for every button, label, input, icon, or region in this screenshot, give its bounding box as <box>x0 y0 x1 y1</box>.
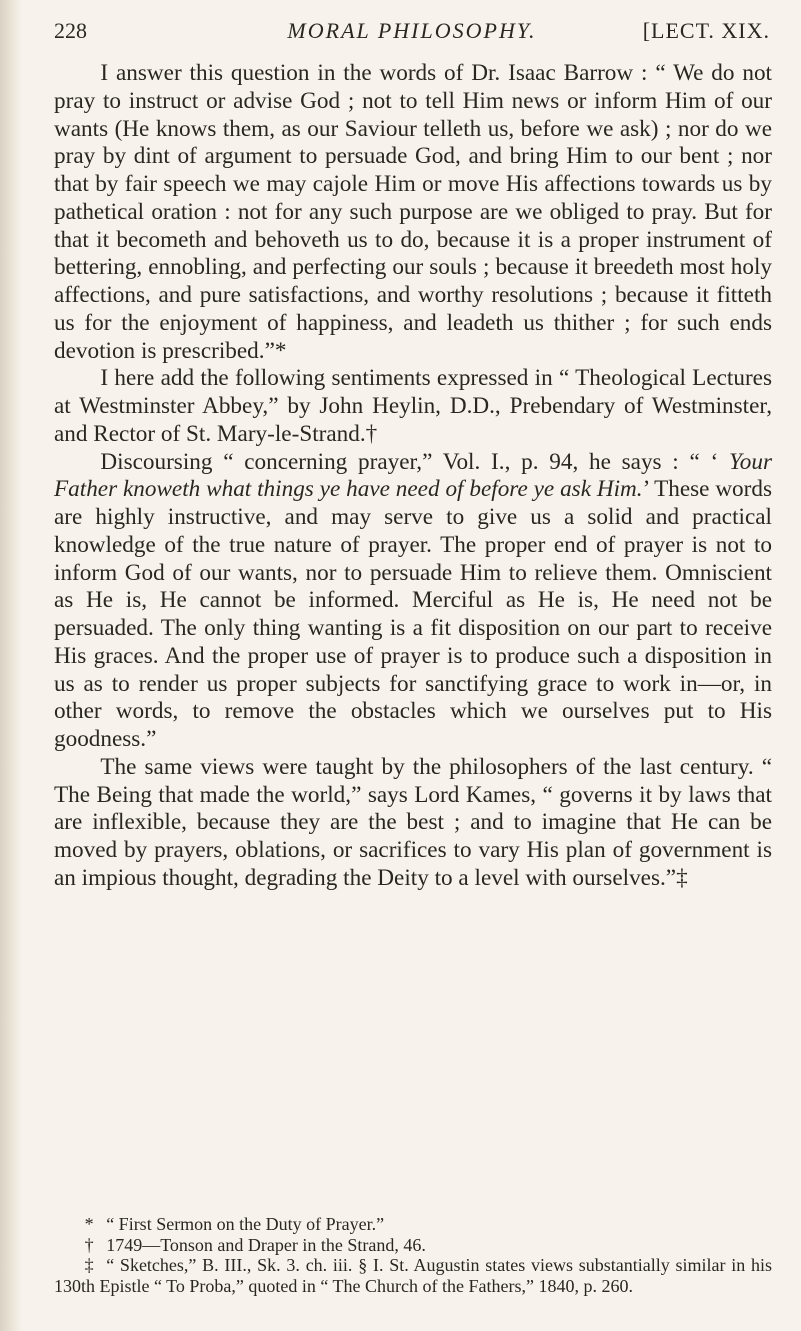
binding-shadow <box>0 0 22 1331</box>
scripture-quote: Your Father knoweth what things ye have need of before ye ask Him. <box>54 448 772 503</box>
paragraph-text: Discoursing “ concerning prayer,” Vol. I., p. 94, he says : “ ‘ <box>100 448 730 475</box>
footnote-text: “ First Sermon on the Duty of Prayer.” <box>106 1214 385 1234</box>
footnote <box>54 1214 772 1235</box>
paragraph-kames <box>54 754 772 893</box>
footnotes <box>54 1214 772 1296</box>
paragraph-text: I answer this question in the words of Dr. Isaac Barrow : “ We do not pray to instruct or advise God ; not to tell Him news or inform Him of our wants (He knows them, as our Saviour telleth us, before we ask) ; nor do we pray by dint of argument to persuade God, and bring Him to our bent ; nor that by fair speech we may cajole Him or move His affections towards us by pathetical oration : not for any such purpose are we obliged to pray. But for that it becometh and behoveth us to do, because it is a proper instrument of bettering, ennobling, and perfecting our souls ; because it breedeth most holy affections, and pure satisfactions, and worthy resolutions ; because it fitteth us for the enjoyment of happiness, and leadeth us thither ; for such ends devotion is prescribed.”* <box>54 60 772 364</box>
footnote-mark: ‡ <box>84 1255 94 1275</box>
lecture-reference: [LECT. XIX. <box>642 18 770 43</box>
footnote-text: “ Sketches,” B. III., Sk. 3. ch. iii. § I. St. Augustin states views substantially similar in his 130th Epistle “ To Proba,” quoted in “ The Church of the Fathers,” 1840, p. 260. <box>54 1255 772 1296</box>
paragraph-barrow-quote <box>54 60 772 365</box>
footnote <box>54 1235 772 1256</box>
paragraph-text: The same views were taught by the philosophers of the last century. “ The Being that made the world,” says Lord Kames, “ governs it by laws that are inflexible, because they are the best ; and to imagine that He can be moved by prayers, oblations, or sacrifices to vary His plan of government is an impious thought, degrading the Deity to a level with ourselves.”‡ <box>54 753 772 891</box>
running-title: MORAL PHILOSOPHY. <box>287 18 537 43</box>
footnote-text: 1749—Tonson and Draper in the Strand, 46. <box>106 1234 426 1255</box>
page-number: 228 <box>54 18 87 43</box>
paragraph-text: ’ These words are highly instructive, and may serve to give us a solid and practical knowledge of the true nature of prayer. The proper end of prayer is not to inform God of our wants, nor to persuade Him to relieve them. Omniscient as He is, He cannot be informed. Merciful as He is, He need not be persuaded. The only thing wanting is a fit disposition on our part to receive His graces. And the proper use of prayer is to produce such a disposition in us as to render us proper subjects for sanctifying grace to work in—or, in other words, to remove the obstacles which we ourselves put to His goodness.” <box>54 476 772 752</box>
footnote-mark: * <box>84 1214 94 1234</box>
paragraph-heylin-intro <box>54 365 772 448</box>
paragraph-heylin-quote <box>54 449 772 754</box>
body-text <box>54 60 772 893</box>
running-header <box>54 18 770 48</box>
footnote <box>54 1255 772 1296</box>
footnote-mark: † <box>84 1234 94 1255</box>
paragraph-text: I here add the following sentiments expressed in “ Theological Lectures at Westminster Abbey,” by John Heylin, D.D., Prebendary of Westminster, and Rector of St. Mary-le-Strand.† <box>54 365 772 447</box>
